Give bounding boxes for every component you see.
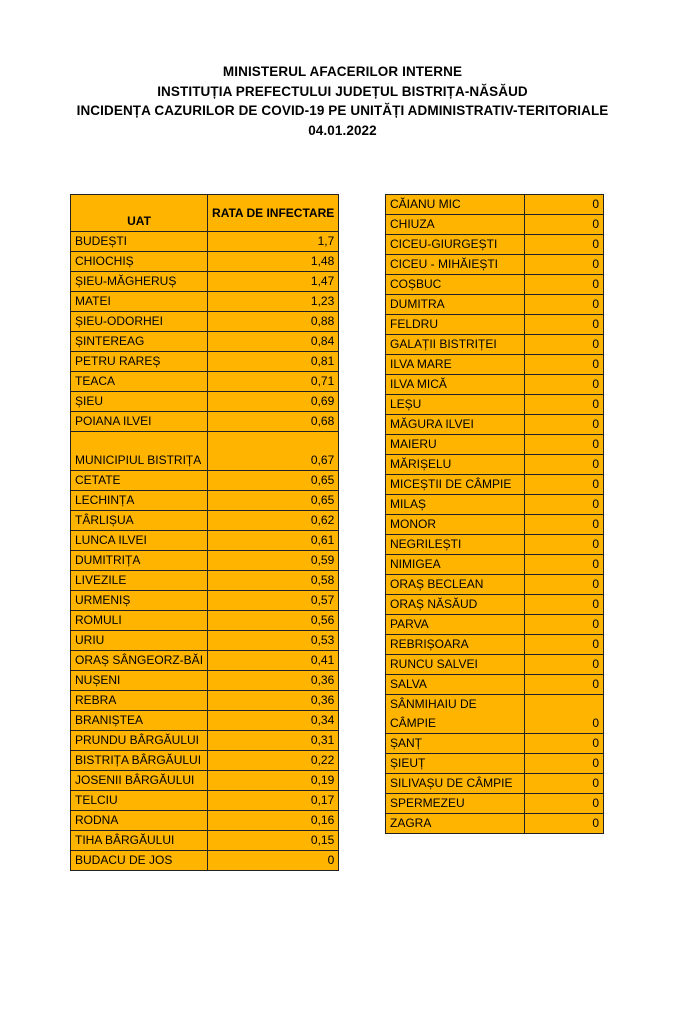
table-row (71, 571, 339, 591)
uat-name-cell: MĂRIȘELU (386, 455, 525, 475)
rate-cell: 0,15 (208, 831, 339, 851)
table-row (71, 272, 339, 292)
uat-name-cell: LIVEZILE (71, 571, 208, 591)
rate-cell: 1,7 (208, 232, 339, 252)
rate-cell: 0 (525, 515, 604, 535)
table-row (71, 651, 339, 671)
table-row (386, 575, 604, 595)
table-row (386, 195, 604, 215)
table-row (71, 511, 339, 531)
table-row (71, 312, 339, 332)
uat-name-cell: DUMITRA (386, 295, 525, 315)
uat-name-cell: URIU (71, 631, 208, 651)
uat-name-cell: RODNA (71, 811, 208, 831)
rate-cell: 0 (525, 675, 604, 695)
uat-name-cell: LECHINȚA (71, 491, 208, 511)
rate-cell: 0,19 (208, 771, 339, 791)
table-row (71, 432, 339, 471)
table-row (386, 435, 604, 455)
uat-name-cell: ZAGRA (386, 814, 525, 834)
uat-name-cell: URMENIȘ (71, 591, 208, 611)
uat-name-cell: CHIOCHIȘ (71, 252, 208, 272)
uat-name-cell: MILAȘ (386, 495, 525, 515)
uat-name-cell: REBRA (71, 691, 208, 711)
institution-title: INSTITUȚIA PREFECTULUI JUDEȚUL BISTRIȚA-NĂSĂUD (157, 83, 528, 99)
table-row (386, 355, 604, 375)
table-row (71, 691, 339, 711)
rate-cell: 0,81 (208, 352, 339, 372)
rate-cell: 0 (525, 195, 604, 215)
rate-cell: 0 (525, 315, 604, 335)
uat-name-cell: TÂRLIȘUA (71, 511, 208, 531)
uat-name-cell: JOSENII BÂRGĂULUI (71, 771, 208, 791)
rate-cell: 0 (525, 635, 604, 655)
uat-name-cell: ȘIEU-ODORHEI (71, 312, 208, 332)
table-row (386, 555, 604, 575)
uat-name-cell: SILIVAȘU DE CÂMPIE (386, 774, 525, 794)
rate-cell: 0,62 (208, 511, 339, 531)
uat-name-cell: ILVA MARE (386, 355, 525, 375)
rate-cell: 0 (525, 615, 604, 635)
uat-name-cell: PRUNDU BÂRGĂULUI (71, 731, 208, 751)
uat-name-cell: CETATE (71, 471, 208, 491)
rate-cell: 0,88 (208, 312, 339, 332)
uat-name-cell: GALAȚII BISTRIȚEI (386, 335, 525, 355)
uat-name-cell: LUNCA ILVEI (71, 531, 208, 551)
table-row (386, 675, 604, 695)
rate-cell: 0,61 (208, 531, 339, 551)
rate-cell: 0 (525, 355, 604, 375)
uat-name-cell: LEȘU (386, 395, 525, 415)
report-date: 04.01.2022 (308, 122, 377, 138)
uat-name-cell: TIHA BÂRGĂULUI (71, 831, 208, 851)
table-header-row (71, 195, 339, 232)
rate-cell: 0,65 (208, 471, 339, 491)
table-row (71, 811, 339, 831)
uat-name-cell: CICEU-GIURGEȘTI (386, 235, 525, 255)
uat-name-cell: ȘIEUȚ (386, 754, 525, 774)
uat-name-cell: CĂIANU MIC (386, 195, 525, 215)
uat-name-cell: CICEU - MIHĂIEȘTI (386, 255, 525, 275)
rate-cell: 0 (525, 235, 604, 255)
table-row (386, 295, 604, 315)
table-row (71, 471, 339, 491)
rate-cell: 0 (525, 734, 604, 754)
rate-cell: 0,31 (208, 731, 339, 751)
uat-name-cell: ȘIEU-MĂGHERUȘ (71, 272, 208, 292)
table-row (386, 794, 604, 814)
table-row (386, 774, 604, 794)
rate-cell: 0 (525, 575, 604, 595)
table-row (71, 352, 339, 372)
rate-cell: 0 (525, 335, 604, 355)
report-title: INCIDENȚA CAZURILOR DE COVID-19 PE UNITĂȚI ADMINISTRATIV-TERITORIALE (76, 103, 609, 118)
table-row (386, 814, 604, 834)
rate-cell: 0 (525, 415, 604, 435)
uat-name-cell: TEACA (71, 372, 208, 392)
uat-name-cell: ROMULI (71, 611, 208, 631)
rate-cell: 0,16 (208, 811, 339, 831)
rate-cell: 1,47 (208, 272, 339, 292)
rate-cell: 0,17 (208, 791, 339, 811)
table-row (71, 671, 339, 691)
uat-name-cell: TELCIU (71, 791, 208, 811)
table-row (71, 611, 339, 631)
table-row (386, 455, 604, 475)
uat-name-cell: NIMIGEA (386, 555, 525, 575)
table-row (386, 734, 604, 754)
uat-name-cell: FELDRU (386, 315, 525, 335)
uat-name-cell: PARVA (386, 615, 525, 635)
rate-cell: 0 (525, 395, 604, 415)
table-row (386, 375, 604, 395)
uat-name-cell: BUDEȘTI (71, 232, 208, 252)
table-row (386, 235, 604, 255)
table-row (71, 851, 339, 871)
table-row (71, 531, 339, 551)
rate-cell: 0 (525, 555, 604, 575)
table-row (386, 495, 604, 515)
rate-cell: 0,53 (208, 631, 339, 651)
rate-cell: 0,67 (208, 432, 339, 471)
uat-name-cell: BRANIȘTEA (71, 711, 208, 731)
rate-cell: 0,59 (208, 551, 339, 571)
rate-cell: 0 (525, 794, 604, 814)
uat-name-cell: ORAȘ SÂNGEORZ-BĂI (71, 651, 208, 671)
table-row (71, 491, 339, 511)
ministry-title: MINISTERUL AFACERILOR INTERNE (222, 64, 463, 79)
table-row (71, 252, 339, 272)
rate-cell: 0,57 (208, 591, 339, 611)
table-row (71, 292, 339, 312)
table-row (386, 655, 604, 675)
rate-cell: 0 (525, 495, 604, 515)
table-row (386, 535, 604, 555)
uat-name-cell: COȘBUC (386, 275, 525, 295)
table-row (386, 515, 604, 535)
rate-cell: 0 (525, 275, 604, 295)
table-row (71, 831, 339, 851)
table-row (386, 215, 604, 235)
table-row (386, 415, 604, 435)
uat-name-cell: MICEȘTII DE CÂMPIE (386, 475, 525, 495)
table-row (71, 591, 339, 611)
table-row (71, 631, 339, 651)
table-row (386, 275, 604, 295)
uat-name-cell: BISTRIȚA BÂRGĂULUI (71, 751, 208, 771)
rate-cell: 0 (525, 695, 604, 734)
table-row (386, 695, 604, 734)
uat-name-cell: PETRU RAREȘ (71, 352, 208, 372)
rate-cell: 0 (525, 595, 604, 615)
rate-cell: 0,69 (208, 392, 339, 412)
rate-cell: 0,56 (208, 611, 339, 631)
table-row (71, 771, 339, 791)
uat-name-cell: DUMITRIȚA (71, 551, 208, 571)
rate-cell: 0 (208, 851, 339, 871)
table-row (386, 475, 604, 495)
table-row (71, 751, 339, 771)
uat-name-cell: ȘIEU (71, 392, 208, 412)
table-row (386, 754, 604, 774)
uat-name-cell: ORAȘ BECLEAN (386, 575, 525, 595)
uat-name-cell: SALVA (386, 675, 525, 695)
rate-cell: 0 (525, 774, 604, 794)
uat-name-cell: NEGRILEȘTI (386, 535, 525, 555)
rate-cell: 0,84 (208, 332, 339, 352)
rate-cell: 0,41 (208, 651, 339, 671)
rate-cell: 0 (525, 655, 604, 675)
rate-cell: 0,36 (208, 671, 339, 691)
rate-cell: 0,36 (208, 691, 339, 711)
rate-cell: 0 (525, 754, 604, 774)
uat-name-cell: NUȘENI (71, 671, 208, 691)
table-row (386, 595, 604, 615)
table-row (386, 335, 604, 355)
uat-name-cell: MĂGURA ILVEI (386, 415, 525, 435)
rate-cell: 1,48 (208, 252, 339, 272)
rate-cell: 0 (525, 375, 604, 395)
uat-name-cell: ȘINTEREAG (71, 332, 208, 352)
uat-name-cell: REBRIȘOARA (386, 635, 525, 655)
uat-name-cell: MAIERU (386, 435, 525, 455)
uat-name-cell: BUDACU DE JOS (71, 851, 208, 871)
uat-column-header: UAT (71, 195, 208, 232)
table-row (71, 232, 339, 252)
uat-name-cell: MONOR (386, 515, 525, 535)
table-row (71, 392, 339, 412)
table-row (71, 731, 339, 751)
table-row (386, 395, 604, 415)
rate-cell: 0,34 (208, 711, 339, 731)
table-row (386, 255, 604, 275)
uat-name-cell: MATEI (71, 292, 208, 312)
table-row (71, 791, 339, 811)
uat-name-cell: SPERMEZEU (386, 794, 525, 814)
uat-name-cell: MUNICIPIUL BISTRIȚA (71, 432, 208, 471)
uat-name-cell: ȘANȚ (386, 734, 525, 754)
rate-cell: 1,23 (208, 292, 339, 312)
table-row (386, 635, 604, 655)
rate-cell: 0 (525, 455, 604, 475)
table-row (386, 315, 604, 335)
rate-cell: 0,65 (208, 491, 339, 511)
table-row (71, 412, 339, 432)
incidence-table-left (70, 194, 339, 871)
uat-name-cell: ORAȘ NĂSĂUD (386, 595, 525, 615)
table-row (71, 711, 339, 731)
rate-cell: 0,58 (208, 571, 339, 591)
uat-name-cell: CHIUZA (386, 215, 525, 235)
rate-cell: 0 (525, 535, 604, 555)
table-row (71, 372, 339, 392)
rate-cell: 0,71 (208, 372, 339, 392)
rate-cell: 0 (525, 215, 604, 235)
rate-cell: 0 (525, 255, 604, 275)
rate-cell: 0,22 (208, 751, 339, 771)
rate-cell: 0 (525, 435, 604, 455)
uat-name-cell: ILVA MICĂ (386, 375, 525, 395)
rate-column-header: RATA DE INFECTARE (208, 195, 339, 232)
rate-cell: 0 (525, 814, 604, 834)
rate-cell: 0 (525, 295, 604, 315)
table-row (71, 332, 339, 352)
uat-name-cell: SÂNMIHAIU DE CÂMPIE (386, 695, 525, 734)
uat-name-cell: POIANA ILVEI (71, 412, 208, 432)
rate-cell: 0 (525, 475, 604, 495)
table-row (71, 551, 339, 571)
document-header (0, 62, 685, 140)
rate-cell: 0,68 (208, 412, 339, 432)
uat-name-cell: RUNCU SALVEI (386, 655, 525, 675)
table-row (386, 615, 604, 635)
incidence-table-right (385, 194, 604, 834)
